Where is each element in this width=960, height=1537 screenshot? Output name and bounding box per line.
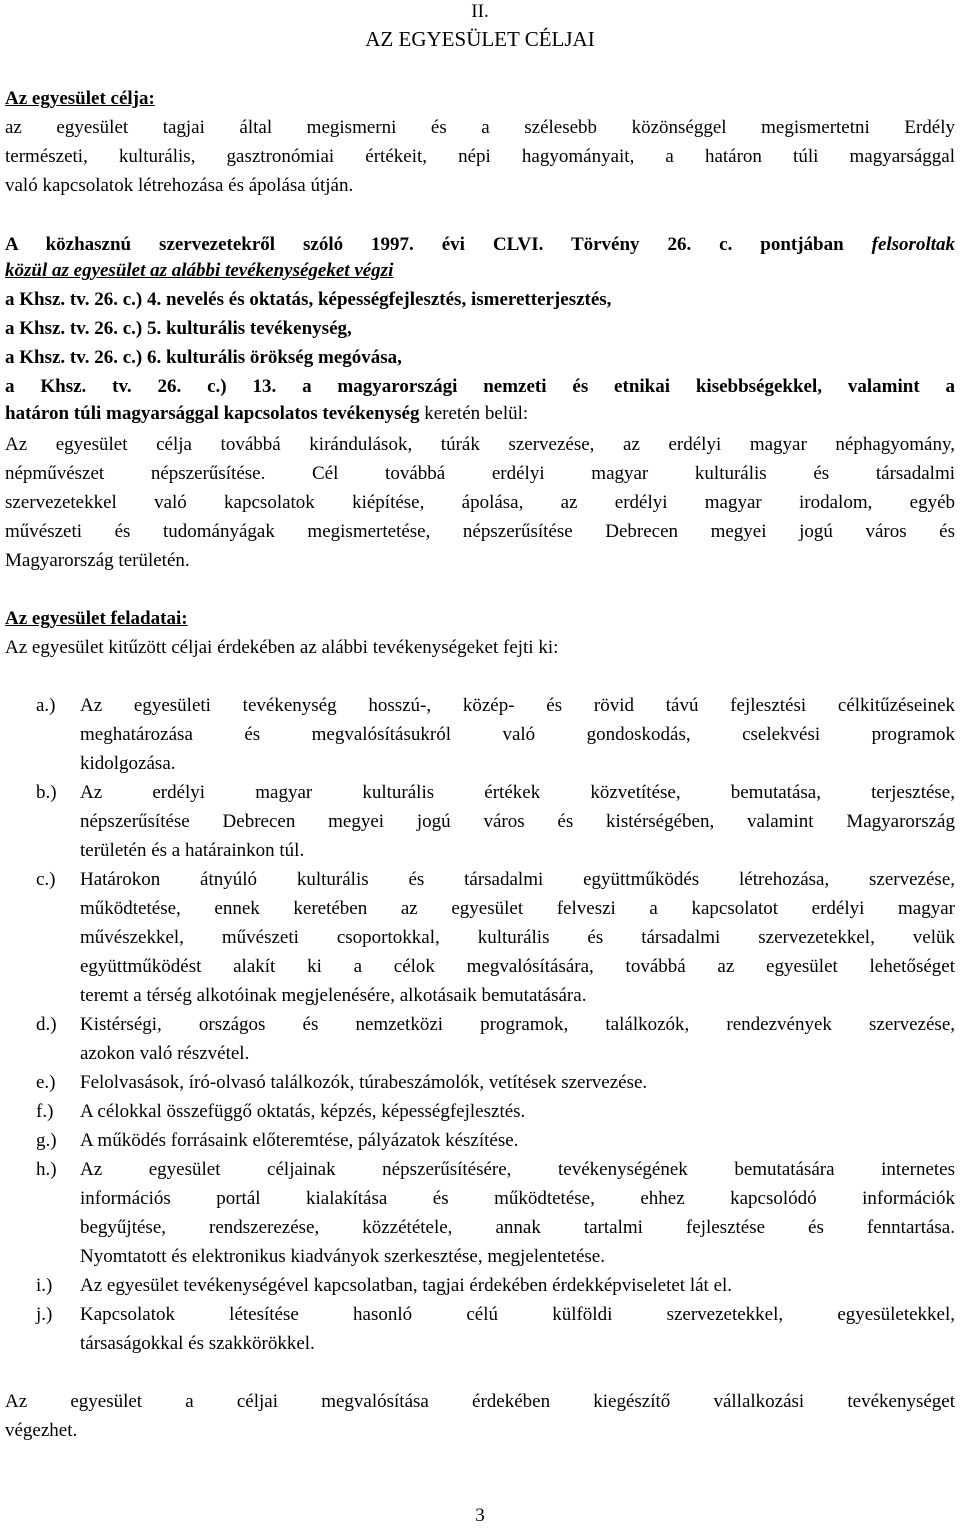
task-label-j: j.)	[36, 1304, 53, 1325]
law-item-text: nevelés és oktatás, képességfejlesztés, ismeretterjesztés,	[165, 289, 612, 310]
law-item-13	[5, 374, 955, 400]
further-line-5: Magyarország területén.	[5, 550, 190, 571]
task-j-line-2: társaságokkal és szakkörökkel.	[80, 1333, 315, 1354]
task-h-line-4: Nyomtatott és elektronikus kiadványok szerkesztése, megjelentetése.	[80, 1246, 605, 1267]
chapter-number: II.	[471, 1, 489, 22]
task-h-line-1: Az egyesület céljainak népszerűsítésére, tevékenységének bemutatására internetes	[80, 1159, 955, 1180]
law-item-prefix: a Khsz. tv. 26. c.) 5.	[5, 318, 162, 339]
law-item-6	[5, 345, 955, 371]
law-item-prefix: a Khsz. tv. 26. c.) 13.	[5, 376, 277, 397]
law-intro-bold: A közhasznú szervezetekről szóló 1997. évi CLVI. Törvény 26. c. pontjában	[5, 234, 844, 255]
task-label-b: b.)	[36, 782, 57, 803]
law-item-prefix: a Khsz. tv. 26. c.) 4.	[5, 289, 162, 310]
chapter-title: AZ EGYESÜLET CÉLJAI	[365, 27, 595, 51]
task-label-a: a.)	[36, 695, 56, 716]
task-label-e: e.)	[36, 1072, 56, 1093]
goals-heading: Az egyesület célja:	[5, 88, 155, 109]
tasks-heading: Az egyesület feladatai:	[5, 608, 188, 629]
further-line-3: szervezetekkel való kapcsolatok kiépítése, ápolása, az erdélyi magyar irodalom, egyéb	[5, 492, 955, 513]
law-item-4	[5, 287, 955, 313]
task-a-line-2: meghatározása és megvalósításukról való gondoskodás, cselekvési programok	[80, 724, 955, 745]
task-b-line-1: Az erdélyi magyar kulturális értékek közvetítése, bemutatása, terjesztése,	[80, 782, 955, 803]
task-c-line-3: művészekkel, művészeti csoportokkal, kulturális és társadalmi szervezetekkel, velük	[80, 927, 955, 948]
law-item-13-continued	[5, 401, 955, 427]
task-label-i: i.)	[36, 1275, 53, 1296]
task-d-line-2: azokon való részvétel.	[80, 1043, 250, 1064]
tasks-intro: Az egyesület kitűzött céljai érdekében az alábbi tevékenységeket fejti ki:	[5, 637, 559, 658]
task-label-c: c.)	[36, 869, 56, 890]
page-number: 3	[475, 1505, 485, 1526]
law-item-prefix: a Khsz. tv. 26. c.) 6.	[5, 347, 162, 368]
closing-line-1: Az egyesület a céljai megvalósítása érdekében kiegészítő vállalkozási tevékenységet	[5, 1391, 955, 1412]
law-item-text: kulturális örökség megóvása,	[165, 347, 402, 368]
law-intro-line-1	[5, 232, 955, 258]
task-i-line-1: Az egyesület tevékenységével kapcsolatban, tagjai érdekében érdekképviseletet lát el.	[80, 1275, 733, 1296]
law-item-13-normal: keretén belül:	[424, 403, 529, 424]
task-d-line-1: Kistérségi, országos és nemzetközi programok, találkozók, rendezvények szervezése,	[80, 1014, 955, 1035]
task-e-line-1: Felolvasások, író-olvasó találkozók, túrabeszámolók, vetítések szervezése.	[80, 1072, 648, 1093]
task-f-line-1: A célokkal összefüggő oktatás, képzés, képességfejlesztés.	[80, 1101, 526, 1122]
law-item-text: a magyarországi nemzeti és etnikai kisebbségekkel, valamint a	[302, 376, 956, 397]
task-c-line-2: működtetése, ennek keretében az egyesület felveszi a kapcsolatot erdélyi magyar	[80, 898, 955, 919]
goals-line-1: az egyesület tagjai által megismerni és a szélesebb közönséggel megismertetni Erdély	[5, 117, 955, 138]
law-item-text: kulturális tevékenység,	[165, 318, 352, 339]
law-intro-italic: felsoroltak	[871, 234, 956, 255]
task-c-line-4: együttműködést alakít ki a célok megvalósítására, továbbá az egyesület lehetőséget	[80, 956, 955, 977]
goals-line-2: természeti, kulturális, gasztronómiai értékeit, népi hagyományait, a határon túli magyarsággal	[5, 146, 955, 167]
task-label-d: d.)	[36, 1014, 57, 1035]
law-item-13-bold: határon túli magyarsággal kapcsolatos tevékenység	[5, 403, 420, 424]
further-line-1: Az egyesület célja továbbá kirándulások, túrák szervezése, az erdélyi magyar néphagyomány,	[5, 434, 955, 455]
goals-line-3: való kapcsolatok létrehozása és ápolása útján.	[5, 175, 354, 196]
task-c-line-1: Határokon átnyúló kulturális és társadalmi együttműködés létrehozása, szervezése,	[80, 869, 955, 890]
closing-line-2: végezhet.	[5, 1420, 78, 1441]
task-label-f: f.)	[36, 1101, 54, 1122]
task-b-line-2: népszerűsítése Debrecen megyei jogú város és kistérségében, valamint Magyarország	[80, 811, 955, 832]
further-line-2: népművészet népszerűsítése. Cél továbbá erdélyi magyar kulturális és társadalmi	[5, 463, 955, 484]
task-b-line-3: területén és a határainkon túl.	[80, 840, 305, 861]
task-a-line-3: kidolgozása.	[80, 753, 176, 774]
task-j-line-1: Kapcsolatok létesítése hasonló célú külföldi szervezetekkel, egyesületekkel,	[80, 1304, 955, 1325]
task-a-line-1: Az egyesületi tevékenység hosszú-, közép- és rövid távú fejlesztési célkitűzéseinek	[80, 695, 955, 716]
further-line-4: művészeti és tudományágak megismertetése, népszerűsítése Debrecen megyei jogú város és	[5, 521, 955, 542]
task-g-line-1: A működés forrásaink előteremtése, pályázatok készítése.	[80, 1130, 519, 1151]
task-label-h: h.)	[36, 1159, 57, 1180]
task-c-line-5: teremt a térség alkotóinak megjelenésére, alkotásaik bemutatására.	[80, 985, 587, 1006]
law-intro-line-2: közül az egyesület az alábbi tevékenységeket végzi	[5, 260, 394, 281]
law-item-5	[5, 316, 955, 342]
task-h-line-2: információs portál kialakítása és működtetése, ehhez kapcsolódó információk	[80, 1188, 955, 1209]
task-label-g: g.)	[36, 1130, 57, 1151]
task-h-line-3: begyűjtése, rendszerezése, közzététele, annak tartalmi fejlesztése és fenntartása.	[80, 1217, 955, 1238]
